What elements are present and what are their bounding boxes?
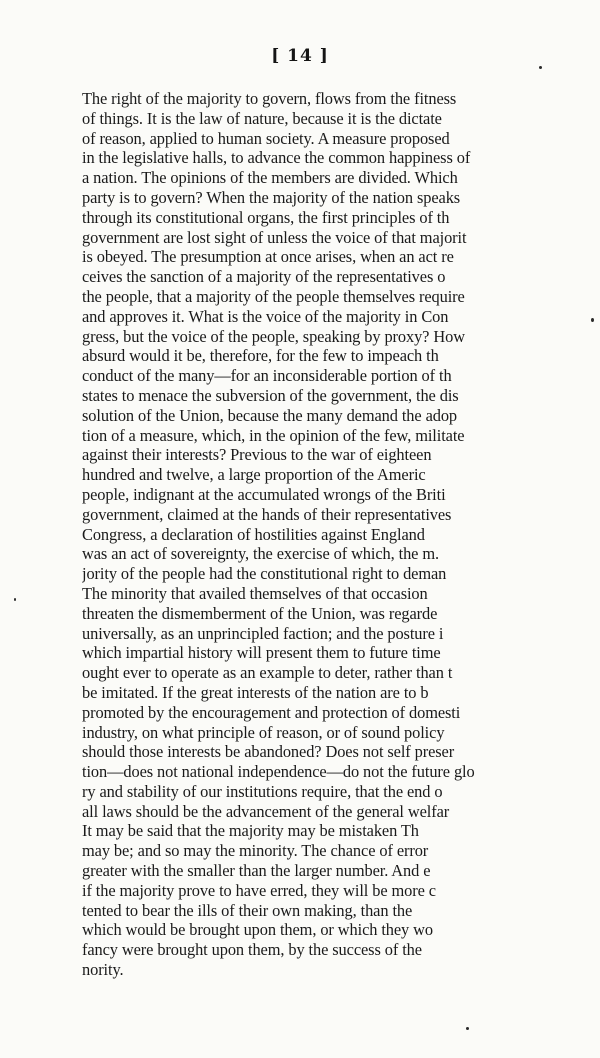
text-line: of reason, applied to human society. A measure proposed — [82, 128, 450, 148]
text-line: government, claimed at the hands of their representatives — [82, 504, 452, 524]
text-line: if the majority prove to have erred, they will be more c — [82, 880, 436, 900]
text-line: people, indignant at the accumulated wrongs of the Briti — [82, 484, 446, 504]
text-line: in the legislative halls, to advance the common happiness of — [82, 148, 471, 168]
print-speck — [539, 66, 542, 69]
text-line: promoted by the encouragement and protection of domesti — [82, 702, 461, 722]
text-line: universally, as an unprincipled faction; and the posture i — [82, 623, 444, 643]
text-line: party is to govern? When the majority of the nation speaks — [82, 187, 461, 207]
text-line: should those interests be abandoned? Does not self preser — [82, 742, 455, 762]
page-number: [ 14 ] — [271, 46, 329, 66]
text-line: ceives the sanction of a majority of the representatives o — [82, 267, 446, 287]
text-line: may be; and so may the minority. The chance of error — [82, 841, 429, 861]
text-line: is obeyed. The presumption at once arises, when an act re — [82, 247, 454, 267]
text-line: industry, on what principle of reason, or of sound policy — [82, 722, 445, 742]
text-line: The right of the majority to govern, flows from the fitness — [82, 89, 457, 108]
print-speck — [591, 318, 594, 322]
text-line: states to menace the subversion of the government, the dis — [82, 385, 459, 405]
text-line: Congress, a declaration of hostilities against England — [82, 524, 425, 544]
print-speck — [466, 1027, 469, 1030]
text-line: greater with the smaller than the larger number. And e — [82, 861, 431, 881]
text-line: and approves it. What is the voice of the majority in Con — [82, 306, 449, 326]
text-line: a nation. The opinions of the members are divided. Which — [82, 168, 458, 188]
text-line: absurd would it be, therefore, for the few to impeach th — [82, 346, 439, 366]
text-line: gress, but the voice of the people, speaking by proxy? How — [82, 326, 465, 346]
text-line: nority. — [82, 960, 124, 980]
text-line: The minority that availed themselves of that occasion — [82, 583, 428, 603]
text-line: It may be said that the majority may be mistaken Th — [82, 821, 419, 841]
text-line: against their interests? Previous to the war of eighteen — [82, 445, 432, 465]
text-line: hundred and twelve, a large proportion of the Americ — [82, 465, 426, 485]
text-line: solution of the Union, because the many demand the adop — [82, 405, 458, 425]
body-text — [82, 89, 600, 980]
text-line: threaten the dismemberment of the Union, was regarde — [82, 603, 438, 623]
text-line: government are lost sight of unless the voice of that majorit — [82, 227, 467, 247]
text-line: conduct of the many—for an inconsiderable portion of th — [82, 366, 452, 386]
text-line: which would be brought upon them, or which they wo — [82, 920, 433, 940]
text-line: fancy were brought upon them, by the success of the — [82, 940, 422, 960]
text-line: of things. It is the law of nature, because it is the dictate — [82, 108, 442, 128]
text-line: which impartial history will present them to future time — [82, 643, 441, 663]
text-line: through its constitutional organs, the first principles of th — [82, 207, 450, 227]
text-line: tion—does not national independence—do not the future glo — [82, 762, 475, 782]
text-line: jority of the people had the constitutional right to deman — [82, 564, 447, 584]
text-line: ought ever to operate as an example to deter, rather than t — [82, 663, 453, 683]
print-speck — [14, 598, 16, 601]
text-line: the people, that a majority of the people themselves require — [82, 286, 465, 306]
text-line: be imitated. If the great interests of the nation are to b — [82, 682, 429, 702]
text-line: all laws should be the advancement of the general welfar — [82, 801, 450, 821]
text-line: ry and stability of our institutions require, that the end o — [82, 781, 443, 801]
text-line: tion of a measure, which, in the opinion of the few, militate — [82, 425, 465, 445]
text-line: was an act of sovereignty, the exercise of which, the m. — [82, 544, 439, 564]
text-line: tented to bear the ills of their own making, than the — [82, 900, 413, 920]
